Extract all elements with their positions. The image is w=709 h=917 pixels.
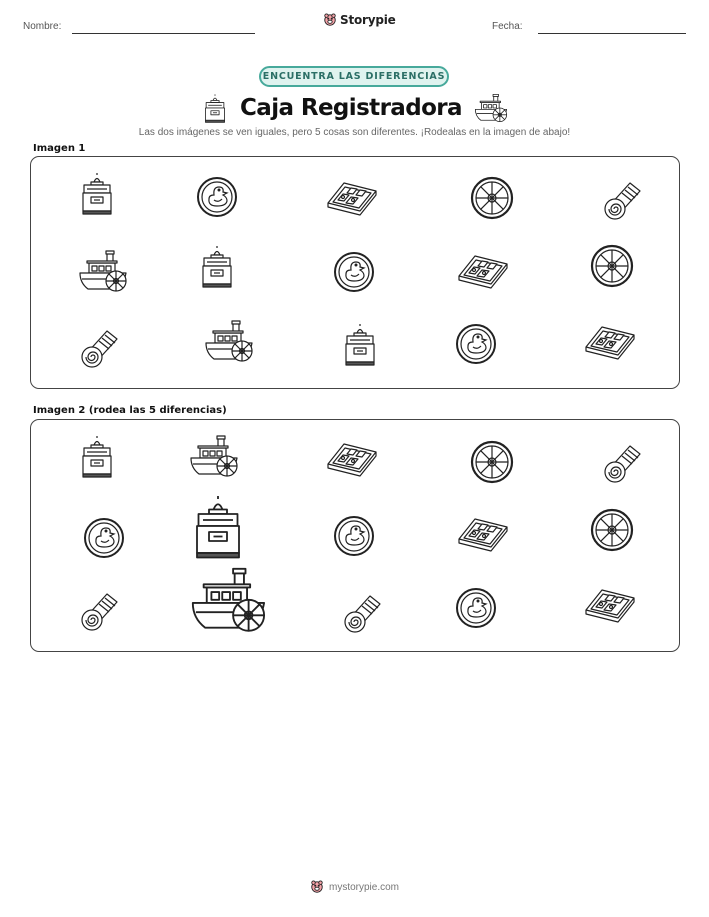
pig-icon bbox=[310, 880, 324, 894]
tray-icon[interactable] bbox=[586, 590, 634, 622]
boat-icon[interactable] bbox=[193, 569, 264, 631]
roll-icon[interactable] bbox=[605, 446, 640, 482]
wheel-icon[interactable] bbox=[472, 442, 512, 482]
wheel-icon[interactable] bbox=[592, 510, 632, 550]
coin-icon[interactable] bbox=[457, 589, 495, 627]
coin-icon[interactable] bbox=[85, 519, 123, 557]
name-label: Nombre: bbox=[23, 21, 62, 32]
boat-icon[interactable] bbox=[191, 436, 237, 476]
page-title: Caja Registradora bbox=[240, 95, 462, 121]
brand-name: Storypie bbox=[340, 13, 396, 27]
roll-icon[interactable] bbox=[345, 596, 380, 632]
roll-icon[interactable] bbox=[82, 594, 117, 630]
activity-badge: ENCUENTRA LAS DIFERENCIAS bbox=[259, 66, 449, 87]
instructions: Las dos imágenes se ven iguales, pero 5 cosas son diferentes. ¡Rodealas en la imagen de abajo! bbox=[138, 127, 571, 138]
image1-label: Imagen 1 bbox=[33, 143, 86, 154]
coin-icon[interactable] bbox=[335, 517, 373, 555]
footer-url: mystorypie.com bbox=[328, 881, 399, 893]
register-icon[interactable] bbox=[197, 496, 239, 558]
image2-label: Imagen 2 (rodea las 5 diferencias) bbox=[33, 405, 227, 416]
tray-icon[interactable] bbox=[328, 444, 376, 476]
tray-icon[interactable] bbox=[459, 519, 507, 551]
register-icon[interactable] bbox=[83, 436, 111, 477]
footer bbox=[0, 880, 709, 894]
date-label: Fecha: bbox=[492, 21, 523, 32]
